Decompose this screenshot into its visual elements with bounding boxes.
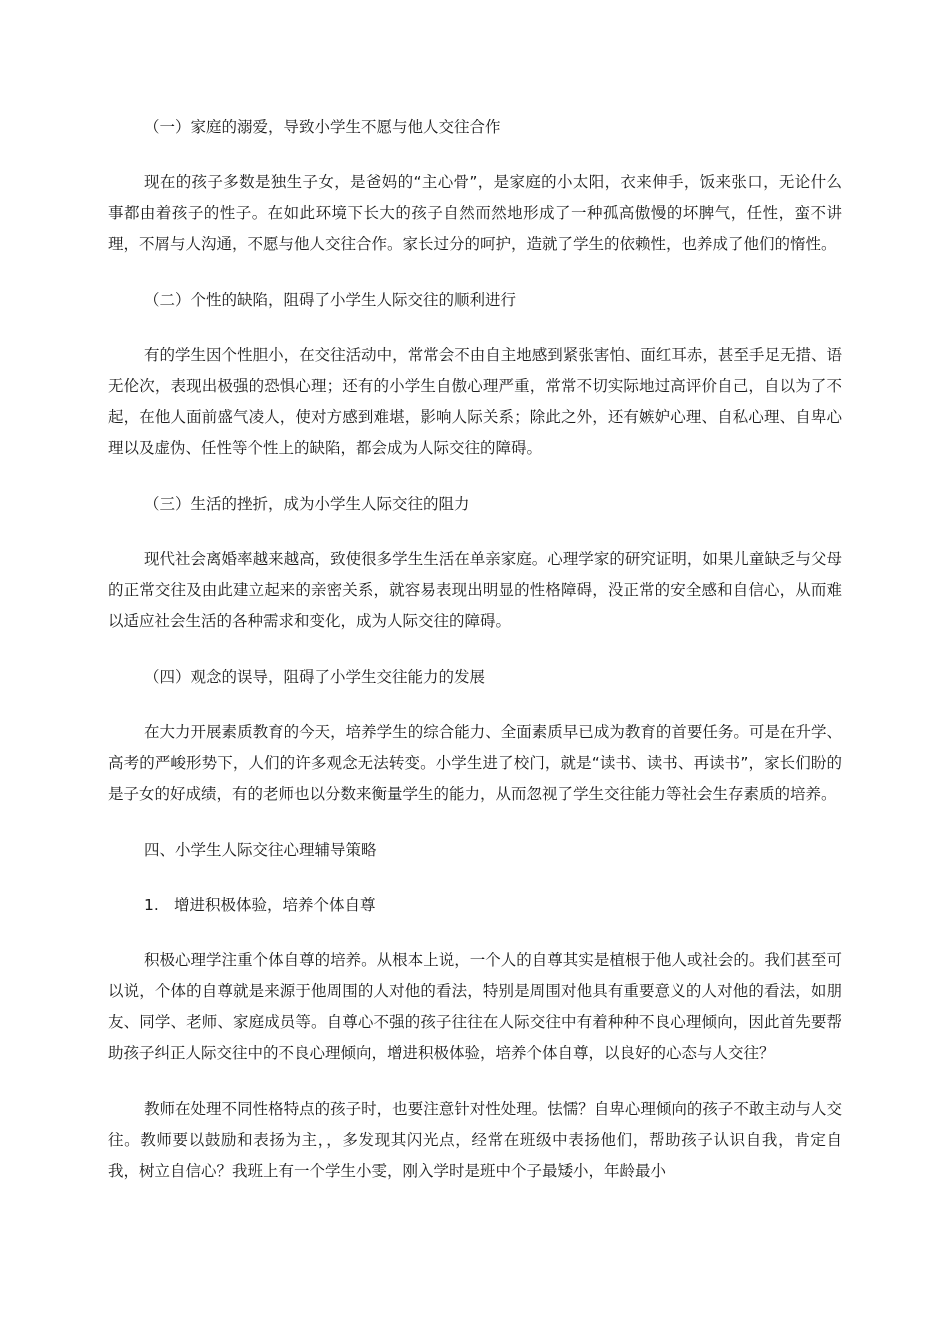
document-page — [108, 112, 842, 1212]
numbered-heading-self-esteem — [108, 890, 842, 920]
list-number: 1. — [144, 896, 159, 914]
paragraph-only-children: 现在的孩子多数是独生子女，是爸妈的“主心骨”，是家庭的小太阳，衣来伸手，饭来张口，无论什么事都由着孩子的性子。在如此环境下长大的孩子自然而然地形成了一种孤高傲慢的坏脾气，任性，蛮不讲理，不屑与人沟通，不愿与他人交往合作。家长过分的呵护，造就了学生的依赖性，也养成了他们的惰性。 — [108, 173, 842, 253]
paragraph-divorce-rate: 现代社会离婚率越来越高，致使很多学生生活在单亲家庭。心理学家的研究证明，如果儿童缺乏与父母的正常交往及由此建立起来的亲密关系，就容易表现出明显的性格障碍，没正常的安全感和自信心，从而难以适应社会生活的各种需求和变化，成为人际交往的障碍。 — [108, 550, 842, 630]
paragraph-quality-education: 在大力开展素质教育的今天，培养学生的综合能力、全面素质早已成为教育的首要任务。可是在升学、高考的严峻形势下，人们的许多观念无法转变。小学生进了校门，就是“读书、读书、再读书”，家长们盼的是子女的好成绩，有的老师也以分数来衡量学生的能力，从而忽视了学生交往能力等社会生存素质的培养。 — [108, 723, 842, 803]
section-heading-misguided-concepts: （四）观念的误导，阻碍了小学生交往能力的发展 — [144, 668, 486, 686]
chapter-heading-counseling-strategies: 四、小学生人际交往心理辅导策略 — [144, 841, 377, 859]
section-heading-family-indulgence: （一）家庭的溺爱，导致小学生不愿与他人交往合作 — [144, 118, 501, 136]
paragraph-teacher-handling: 教师在处理不同性格特点的孩子时，也要注意针对性处理。怯懦？自卑心理倾向的孩子不敢主动与人交往。教师要以鼓励和表扬为主，，多发现其闪光点，经常在班级中表扬他们，帮助孩子认识自我，肯定自我，树立自信心？我班上有一个学生小雯，刚入学时是班中个子最矮小，年龄最小 — [108, 1100, 842, 1180]
paragraph-positive-psychology: 积极心理学注重个体自尊的培养。从根本上说，一个人的自尊其实是植根于他人或社会的。我们甚至可以说，个体的自尊就是来源于他周围的人对他的看法，特别是周围对他具有重要意义的人对他的看法，如朋友、同学、老师、家庭成员等。自尊心不强的孩子往往在人际交往中有着种种不良心理倾向，因此首先要帮助孩子纠正人际交往中的不良心理倾向，增进积极体验，培养个体自尊，以良好的心态与人交往？ — [108, 951, 842, 1062]
paragraph-timid-students: 有的学生因个性胆小，在交往活动中，常常会不由自主地感到紧张害怕、面红耳赤，甚至手足无措、语无伦次，表现出极强的恐惧心理；还有的小学生自傲心理严重，常常不切实际地过高评价自己，自以为了不起，在他人面前盛气凌人，使对方感到难堪，影响人际关系；除此之外，还有嫉妒心理、自私心理、自卑心理以及虚伪、任性等个性上的缺陷，都会成为人际交往的障碍。 — [108, 346, 842, 457]
section-heading-life-setbacks: （三）生活的挫折，成为小学生人际交往的阻力 — [144, 495, 470, 513]
numbered-heading-text: 增进积极体验，培养个体自尊 — [174, 896, 376, 914]
section-heading-personality-defects: （二）个性的缺陷，阻碍了小学生人际交往的顺利进行 — [144, 291, 517, 309]
